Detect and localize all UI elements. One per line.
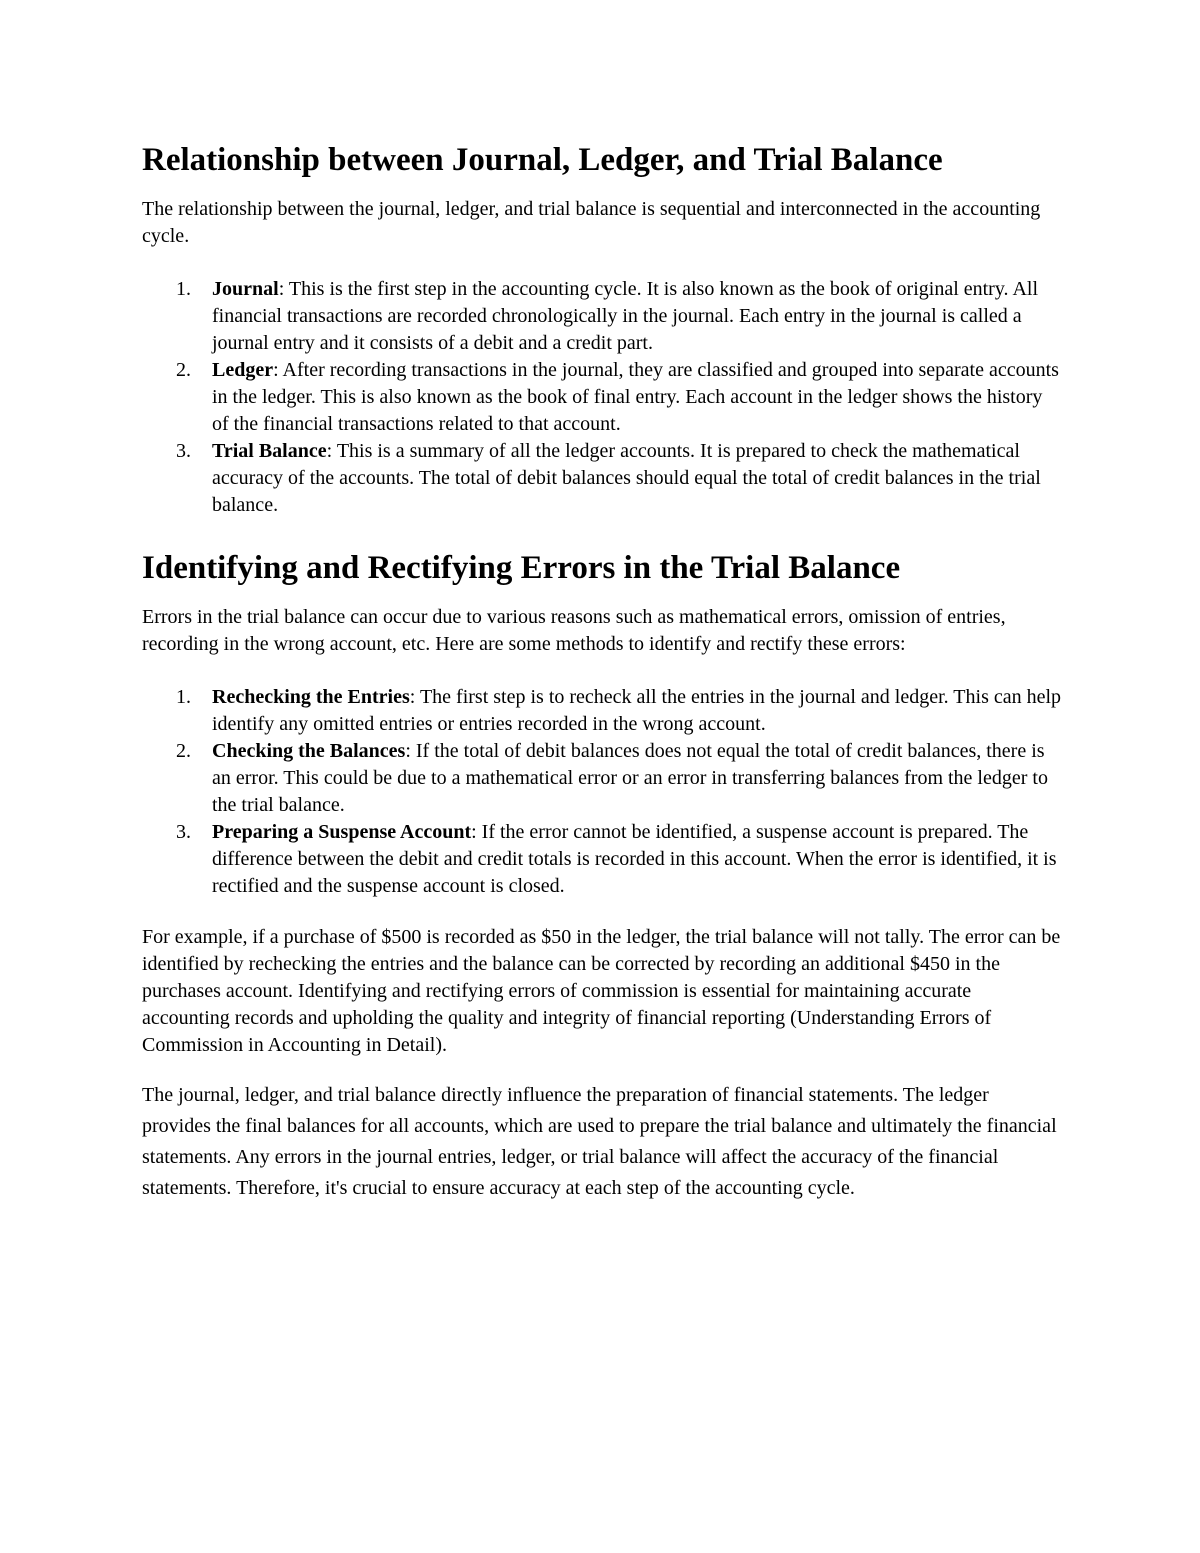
relationship-list [142,276,1062,519]
example-paragraph: For example, if a purchase of $500 is recorded as $50 in the ledger, the trial balance will not tally. The error can be identified by rechecking the entries and the balance can be corrected by recording an additional $450 in the purchases account. Identifying and rectifying errors of commission is essential for maintaining accurate accounting records and upholding the quality and integrity of financial reporting (Understanding Errors of Commission in Accounting in Detail). [142,926,1061,1056]
list-number: 1. [176,686,191,708]
errors-intro: Errors in the trial balance can occur due to various reasons such as mathematical errors, omission of entries, recording in the wrong account, etc. Here are some methods to identify and rectify these errors: [142,606,1006,655]
list-item-suspense-account [142,819,1062,900]
term-journal: Journal [212,278,279,300]
item-text: : If the total of debit balances does not equal the total of credit balances, there is an error. This could be due to a mathematical error or an error in transferring balances from the ledger to the trial balance. [212,740,1048,816]
term-suspense-account: Preparing a Suspense Account [212,821,472,843]
item-text: : This is the first step in the accounting cycle. It is also known as the book of original entry. All financial transactions are recorded chronologically in the journal. Each entry in the journal is called a journal entry and it consists of a debit and a credit part. [212,278,1038,354]
item-text: : The first step is to recheck all the entries in the journal and ledger. This can help identify any omitted entries or entries recorded in the wrong account. [212,686,1062,735]
document-page [142,138,1062,1204]
heading-errors: Identifying and Rectifying Errors in the Trial Balance [142,550,901,586]
term-rechecking: Rechecking the Entries [212,686,410,708]
list-number: 3. [176,821,191,843]
item-text: : If the error cannot be identified, a suspense account is prepared. The difference between the debit and credit totals is recorded in this account. When the error is identified, it is rectified and the suspense account is closed. [212,821,1057,897]
item-text: : After recording transactions in the journal, they are classified and grouped into separate accounts in the ledger. This is also known as the book of final entry. Each account in the ledger shows the history of the financial transactions related to that account. [212,359,1059,435]
list-item-ledger [142,357,1062,438]
heading-relationship: Relationship between Journal, Ledger, and Trial Balance [142,142,943,178]
list-number: 1. [176,278,191,300]
errors-list [142,684,1062,900]
term-trial-balance: Trial Balance [212,440,327,462]
list-item-rechecking [142,684,1062,738]
list-item-checking-balances [142,738,1062,819]
relationship-intro: The relationship between the journal, ledger, and trial balance is sequential and interconnected in the accounting cycle. [142,198,1041,247]
list-number: 2. [176,359,191,381]
list-item-journal [142,276,1062,357]
conclusion-paragraph: The journal, ledger, and trial balance directly influence the preparation of financial statements. The ledger provides the final balances for all accounts, which are used to prepare the trial balance and ultimately the financial statements. Any errors in the journal entries, ledger, or trial balance will affect the accuracy of the financial statements. Therefore, it's crucial to ensure accuracy at each step of the accounting cycle. [142,1084,1057,1199]
list-item-trial-balance [142,438,1062,519]
list-number: 2. [176,740,191,762]
item-text: : This is a summary of all the ledger accounts. It is prepared to check the mathematical accuracy of the accounts. The total of debit balances should equal the total of credit balances in the trial balance. [212,440,1041,516]
list-number: 3. [176,440,191,462]
term-checking-balances: Checking the Balances [212,740,406,762]
term-ledger: Ledger [212,359,274,381]
